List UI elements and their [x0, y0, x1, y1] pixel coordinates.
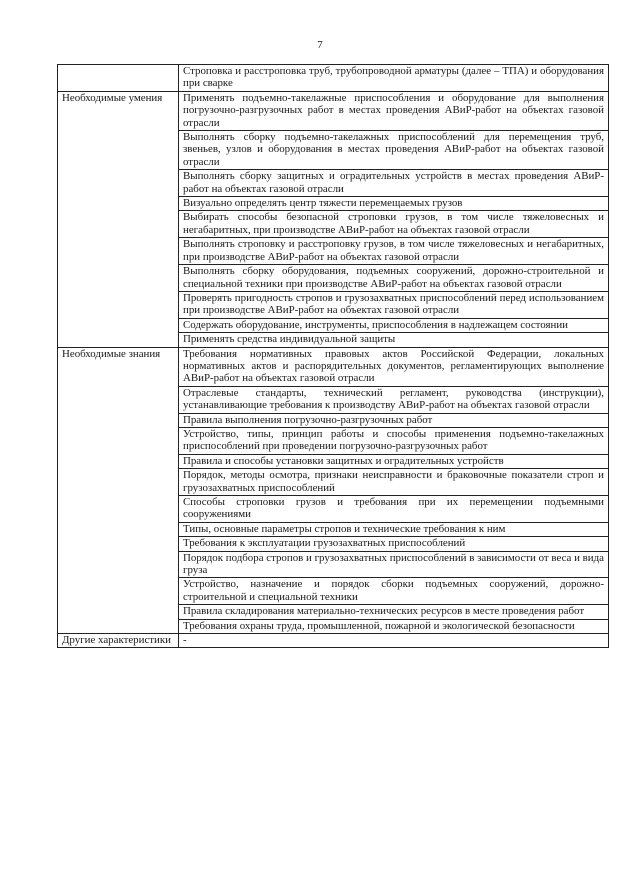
- requirement-cell: Выбирать способы безопасной строповки грузов, в том числе тяжеловесных и негабаритных, при производстве АВиР-работ на объектах газовой отрасли: [179, 211, 609, 238]
- table-row: [58, 634, 609, 648]
- requirement-cell: Типы, основные параметры стропов и технические требования к ним: [179, 522, 609, 536]
- requirement-cell: Содержать оборудование, инструменты, приспособления в надлежащем состоянии: [179, 318, 609, 332]
- requirement-cell: Визуально определять центр тяжести перемещаемых грузов: [179, 197, 609, 211]
- table-row: [58, 91, 609, 130]
- requirement-cell: Требования нормативных правовых актов Российской Федерации, локальных нормативных актов и распорядительных документов, регламентирующих выполнение АВиР-работ на объектах газовой отрасли: [179, 347, 609, 386]
- requirement-cell: Применять подъемно-такелажные приспособления и оборудование для выполнения погрузочно-разгрузочных работ в местах проведения АВиР-работ на объектах газовой отрасли: [179, 91, 609, 130]
- requirement-cell: Выполнять сборку защитных и оградительных устройств в местах проведения АВиР-работ на объектах газовой отрасли: [179, 170, 609, 197]
- requirement-cell: Правила выполнения погрузочно-разгрузочных работ: [179, 413, 609, 427]
- requirement-cell: Требования охраны труда, промышленной, пожарной и экологической безопасности: [179, 619, 609, 633]
- requirement-cell: -: [179, 634, 609, 648]
- table-row: [58, 65, 609, 92]
- row-label: Необходимые умения: [58, 91, 179, 347]
- requirement-cell: Правила и способы установки защитных и оградительных устройств: [179, 454, 609, 468]
- row-label: Другие характеристики: [58, 634, 179, 648]
- requirement-cell: Устройство, типы, принцип работы и способы применения подъемно-такелажных приспособлений при проведении погрузочно-разгрузочных работ: [179, 427, 609, 454]
- requirement-cell: Способы строповки грузов и требования при их перемещении подъемными сооружениями: [179, 496, 609, 523]
- requirement-cell: Выполнять сборку оборудования, подъемных сооружений, дорожно-строительной и специальной техники при производстве АВиР-работ на объектах газовой отрасли: [179, 265, 609, 292]
- requirement-cell: Порядок, методы осмотра, признаки неисправности и браковочные показатели строп и грузозахватных приспособлений: [179, 469, 609, 496]
- requirement-cell: Проверять пригодность стропов и грузозахватных приспособлений перед использованием при производстве АВиР-работ на объектах газовой отрасли: [179, 291, 609, 318]
- row-label: [58, 65, 179, 92]
- requirement-cell: Требования к эксплуатации грузозахватных приспособлений: [179, 537, 609, 551]
- page-number: 7: [317, 39, 323, 51]
- row-label: Необходимые знания: [58, 347, 179, 634]
- table-row: [58, 347, 609, 386]
- requirement-cell: Строповка и расстроповка труб, трубопроводной арматуры (далее – ТПА) и оборудования при сварке: [179, 65, 609, 92]
- requirement-cell: Правила складирования материально-технических ресурсов в месте проведения работ: [179, 605, 609, 619]
- requirement-cell: Порядок подбора стропов и грузозахватных приспособлений в зависимости от веса и вида груза: [179, 551, 609, 578]
- requirement-cell: Отраслевые стандарты, технический регламент, руководства (инструкции), устанавливающие требования к производству АВиР-работ на объектах газовой отрасли: [179, 386, 609, 413]
- requirement-cell: Устройство, назначение и порядок сборки подъемных сооружений, дорожно-строительной и специальной техники: [179, 578, 609, 605]
- table-body: [58, 65, 609, 648]
- requirement-cell: Применять средства индивидуальной защиты: [179, 333, 609, 347]
- qualification-table: [57, 64, 609, 648]
- requirement-cell: Выполнять строповку и расстроповку грузов, в том числе тяжеловесных и негабаритных, при производстве АВиР-работ на объектах газовой отрасли: [179, 238, 609, 265]
- requirement-cell: Выполнять сборку подъемно-такелажных приспособлений для перемещения труб, звеньев, узлов и оборудования в местах проведения АВиР-работ на объектах газовой отрасли: [179, 131, 609, 170]
